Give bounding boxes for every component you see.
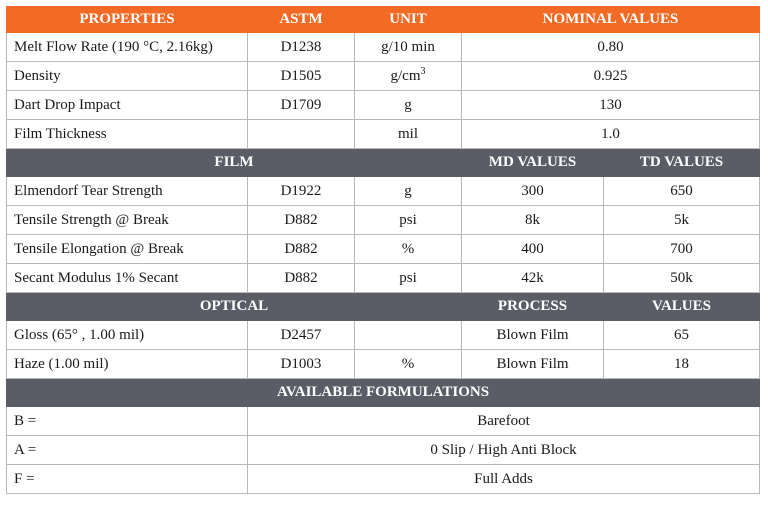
formulation-description: Barefoot: [248, 407, 760, 436]
process: Blown Film: [462, 350, 604, 379]
optical-header-row: [7, 293, 760, 321]
nominal-value: 0.925: [462, 62, 760, 91]
table-row: [7, 177, 760, 206]
md-value: 400: [462, 235, 604, 264]
property-name: Secant Modulus 1% Secant: [7, 264, 248, 293]
unit: %: [355, 350, 462, 379]
nominal-value: 1.0: [462, 120, 760, 149]
table-row: [7, 33, 760, 62]
unit: g: [355, 91, 462, 120]
formulation-description: Full Adds: [248, 465, 760, 494]
properties-sheet: [6, 6, 759, 494]
md-value: 300: [462, 177, 604, 206]
property-name: Film Thickness: [7, 120, 248, 149]
unit-exponent: 3: [420, 66, 426, 77]
table-row: [7, 91, 760, 120]
formulation-code: A =: [7, 436, 248, 465]
unit: psi: [355, 206, 462, 235]
astm-code: D1003: [248, 350, 355, 379]
property-name: Melt Flow Rate (190 °C, 2.16kg): [7, 33, 248, 62]
unit: [355, 62, 462, 91]
table-row: [7, 350, 760, 379]
header-process: PROCESS: [462, 293, 604, 321]
nominal-value: 0.80: [462, 33, 760, 62]
property-name: Density: [7, 62, 248, 91]
unit: g: [355, 177, 462, 206]
nominal-value: 130: [462, 91, 760, 120]
unit-base: g/cm: [390, 68, 421, 84]
table-row: [7, 120, 760, 149]
astm-code: D882: [248, 206, 355, 235]
formulation-code: B =: [7, 407, 248, 436]
optical-value: 18: [604, 350, 760, 379]
astm-code: D882: [248, 235, 355, 264]
astm-code: D2457: [248, 321, 355, 350]
td-value: 650: [604, 177, 760, 206]
properties-table: [6, 6, 760, 494]
optical-section-title: OPTICAL: [7, 293, 462, 321]
table-row: [7, 235, 760, 264]
formulation-description: 0 Slip / High Anti Block: [248, 436, 760, 465]
property-name: Gloss (65° , 1.00 mil): [7, 321, 248, 350]
process: Blown Film: [462, 321, 604, 350]
film-header-row: [7, 149, 760, 177]
unit: psi: [355, 264, 462, 293]
unit: mil: [355, 120, 462, 149]
table-row: [7, 436, 760, 465]
header-md-values: MD VALUES: [462, 149, 604, 177]
header-nominal-values: NOMINAL VALUES: [462, 7, 760, 33]
formulation-code: F =: [7, 465, 248, 494]
property-name: Tensile Strength @ Break: [7, 206, 248, 235]
unit: g/10 min: [355, 33, 462, 62]
astm-code: D1505: [248, 62, 355, 91]
astm-code: [248, 120, 355, 149]
header-properties: PROPERTIES: [7, 7, 248, 33]
astm-code: D1922: [248, 177, 355, 206]
optical-value: 65: [604, 321, 760, 350]
table-row: [7, 206, 760, 235]
header-td-values: TD VALUES: [604, 149, 760, 177]
astm-code: D882: [248, 264, 355, 293]
unit: [355, 321, 462, 350]
property-name: Dart Drop Impact: [7, 91, 248, 120]
unit: %: [355, 235, 462, 264]
property-name: Elmendorf Tear Strength: [7, 177, 248, 206]
md-value: 42k: [462, 264, 604, 293]
td-value: 50k: [604, 264, 760, 293]
table-row: [7, 407, 760, 436]
table-row: [7, 62, 760, 91]
header-values: VALUES: [604, 293, 760, 321]
astm-code: D1238: [248, 33, 355, 62]
table-row: [7, 465, 760, 494]
property-name: Haze (1.00 mil): [7, 350, 248, 379]
table-row: [7, 321, 760, 350]
astm-code: D1709: [248, 91, 355, 120]
header-unit: UNIT: [355, 7, 462, 33]
table-row: [7, 264, 760, 293]
properties-header-row: [7, 7, 760, 33]
header-astm: ASTM: [248, 7, 355, 33]
property-name: Tensile Elongation @ Break: [7, 235, 248, 264]
formulations-section-title: AVAILABLE FORMULATIONS: [7, 379, 760, 407]
film-section-title: FILM: [7, 149, 462, 177]
formulations-header-row: [7, 379, 760, 407]
md-value: 8k: [462, 206, 604, 235]
td-value: 5k: [604, 206, 760, 235]
td-value: 700: [604, 235, 760, 264]
